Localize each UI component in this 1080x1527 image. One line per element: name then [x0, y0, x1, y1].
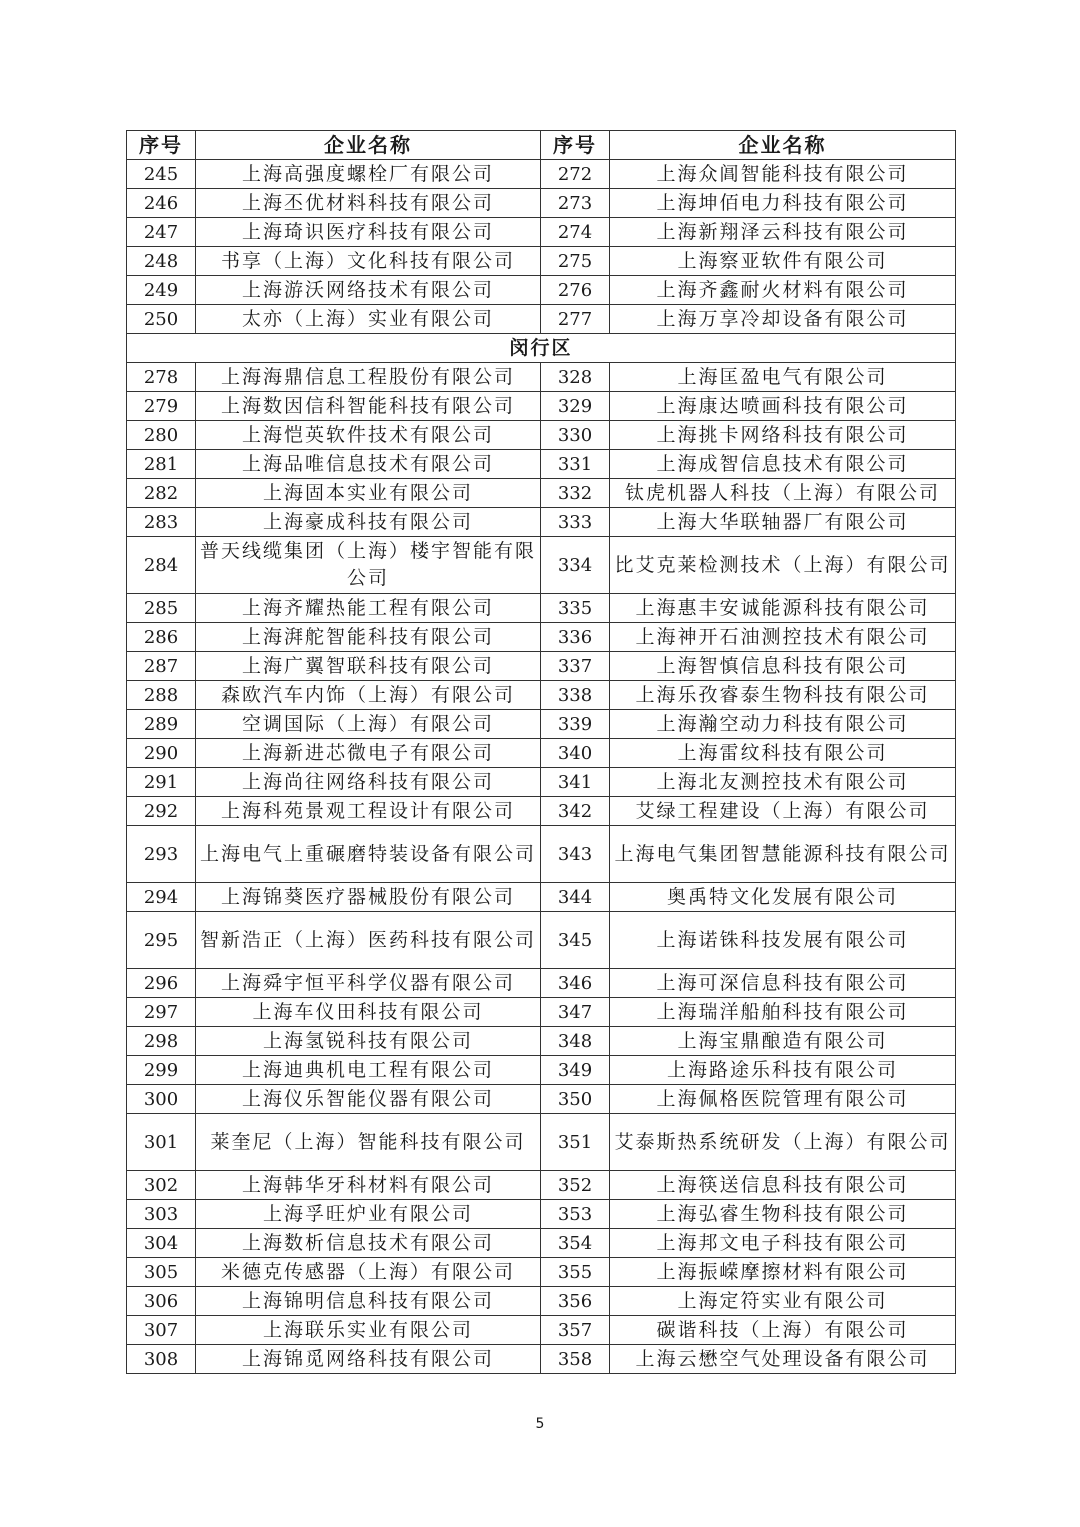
row-company-right: 上海察亚软件有限公司	[610, 247, 956, 276]
row-company-left: 上海数因信科智能科技有限公司	[196, 392, 541, 421]
row-index-right: 328	[541, 363, 610, 392]
row-company-right: 上海大华联轴器厂有限公司	[610, 508, 956, 537]
row-company-right: 上海成智信息技术有限公司	[610, 450, 956, 479]
header-index-right: 序号	[541, 131, 610, 160]
row-company-left: 上海豪成科技有限公司	[196, 508, 541, 537]
row-company-left: 上海恺英软件技术有限公司	[196, 421, 541, 450]
table-row	[127, 189, 956, 218]
table-row	[127, 1114, 956, 1171]
table-row	[127, 883, 956, 912]
table-row	[127, 1287, 956, 1316]
row-company-left: 森欧汽车内饰（上海）有限公司	[196, 681, 541, 710]
row-index-right: 272	[541, 160, 610, 189]
row-index-right: 355	[541, 1258, 610, 1287]
row-company-right: 比艾克莱检测技术（上海）有限公司	[610, 537, 956, 594]
row-company-right: 上海筷送信息科技有限公司	[610, 1171, 956, 1200]
row-company-left: 上海锦葵医疗器械股份有限公司	[196, 883, 541, 912]
row-company-right: 上海神开石油测控技术有限公司	[610, 623, 956, 652]
row-index-left: 283	[127, 508, 196, 537]
row-company-right: 上海邦文电子科技有限公司	[610, 1229, 956, 1258]
table-row	[127, 537, 956, 594]
table-row	[127, 710, 956, 739]
table-row	[127, 797, 956, 826]
row-index-left: 284	[127, 537, 196, 594]
section-label-minhang: 闵行区	[127, 334, 956, 363]
row-index-left: 294	[127, 883, 196, 912]
row-index-right: 275	[541, 247, 610, 276]
row-index-left: 307	[127, 1316, 196, 1345]
row-index-left: 303	[127, 1200, 196, 1229]
row-company-left: 上海尚往网络科技有限公司	[196, 768, 541, 797]
row-company-right: 上海佩格医院管理有限公司	[610, 1085, 956, 1114]
row-company-right: 上海挑卡网络科技有限公司	[610, 421, 956, 450]
row-index-right: 354	[541, 1229, 610, 1258]
row-company-left: 书享（上海）文化科技有限公司	[196, 247, 541, 276]
row-company-left: 莱奎尼（上海）智能科技有限公司	[196, 1114, 541, 1171]
row-index-right: 346	[541, 969, 610, 998]
company-list-table	[126, 130, 956, 1374]
header-row	[127, 131, 956, 160]
row-company-right: 上海瀚空动力科技有限公司	[610, 710, 956, 739]
row-company-left: 上海琦识医疗科技有限公司	[196, 218, 541, 247]
row-index-left: 245	[127, 160, 196, 189]
table-row	[127, 508, 956, 537]
row-company-left: 上海科苑景观工程设计有限公司	[196, 797, 541, 826]
row-company-left: 上海湃舵智能科技有限公司	[196, 623, 541, 652]
row-index-right: 356	[541, 1287, 610, 1316]
row-index-right: 333	[541, 508, 610, 537]
row-company-left: 上海韩华牙科材料有限公司	[196, 1171, 541, 1200]
table-row	[127, 363, 956, 392]
table-row	[127, 1316, 956, 1345]
row-company-left: 上海舜宇恒平科学仪器有限公司	[196, 969, 541, 998]
row-company-right: 上海宝鼎酿造有限公司	[610, 1027, 956, 1056]
row-index-right: 344	[541, 883, 610, 912]
section-row	[127, 334, 956, 363]
row-index-left: 293	[127, 826, 196, 883]
row-company-right: 上海可深信息科技有限公司	[610, 969, 956, 998]
row-company-left: 太亦（上海）实业有限公司	[196, 305, 541, 334]
row-company-left: 上海锦明信息科技有限公司	[196, 1287, 541, 1316]
row-index-right: 339	[541, 710, 610, 739]
row-index-right: 357	[541, 1316, 610, 1345]
row-index-left: 248	[127, 247, 196, 276]
row-index-left: 304	[127, 1229, 196, 1258]
table-row	[127, 826, 956, 883]
row-index-left: 298	[127, 1027, 196, 1056]
row-company-right: 上海坤佰电力科技有限公司	[610, 189, 956, 218]
table-row	[127, 969, 956, 998]
table-row	[127, 247, 956, 276]
table-row	[127, 594, 956, 623]
table-row	[127, 739, 956, 768]
table-row	[127, 652, 956, 681]
row-company-left: 上海氢锐科技有限公司	[196, 1027, 541, 1056]
row-index-right: 348	[541, 1027, 610, 1056]
row-company-left: 上海联乐实业有限公司	[196, 1316, 541, 1345]
row-index-left: 279	[127, 392, 196, 421]
table-row	[127, 681, 956, 710]
row-index-right: 330	[541, 421, 610, 450]
row-company-left: 上海丕优材料科技有限公司	[196, 189, 541, 218]
row-index-right: 342	[541, 797, 610, 826]
row-company-right: 上海定符实业有限公司	[610, 1287, 956, 1316]
table-row	[127, 1171, 956, 1200]
row-index-left: 289	[127, 710, 196, 739]
row-index-left: 300	[127, 1085, 196, 1114]
row-index-right: 340	[541, 739, 610, 768]
row-index-right: 341	[541, 768, 610, 797]
row-company-right: 上海瑞洋船舶科技有限公司	[610, 998, 956, 1027]
row-company-right: 钛虎机器人科技（上海）有限公司	[610, 479, 956, 508]
row-company-right: 艾绿工程建设（上海）有限公司	[610, 797, 956, 826]
row-index-right: 353	[541, 1200, 610, 1229]
table-row	[127, 1345, 956, 1374]
row-company-right: 艾泰斯热系统研发（上海）有限公司	[610, 1114, 956, 1171]
row-index-right: 273	[541, 189, 610, 218]
page-number: 5	[535, 1416, 545, 1432]
table-row	[127, 768, 956, 797]
row-company-left: 上海固本实业有限公司	[196, 479, 541, 508]
row-index-right: 274	[541, 218, 610, 247]
row-index-right: 334	[541, 537, 610, 594]
table-row	[127, 1027, 956, 1056]
row-company-right: 上海万享冷却设备有限公司	[610, 305, 956, 334]
header-index-left: 序号	[127, 131, 196, 160]
row-index-left: 299	[127, 1056, 196, 1085]
row-index-left: 291	[127, 768, 196, 797]
row-company-left: 上海仪乐智能仪器有限公司	[196, 1085, 541, 1114]
row-company-left: 上海品唯信息技术有限公司	[196, 450, 541, 479]
row-index-left: 280	[127, 421, 196, 450]
table-row	[127, 276, 956, 305]
row-index-right: 347	[541, 998, 610, 1027]
row-company-right: 上海惠丰安诚能源科技有限公司	[610, 594, 956, 623]
row-index-right: 337	[541, 652, 610, 681]
row-index-left: 278	[127, 363, 196, 392]
row-company-left: 普天线缆集团（上海）楼宇智能有限公司	[196, 537, 541, 594]
row-index-right: 349	[541, 1056, 610, 1085]
row-index-right: 345	[541, 912, 610, 969]
row-index-right: 350	[541, 1085, 610, 1114]
table-row	[127, 912, 956, 969]
table-row	[127, 305, 956, 334]
row-index-left: 305	[127, 1258, 196, 1287]
row-company-right: 奥禹特文化发展有限公司	[610, 883, 956, 912]
row-index-right: 351	[541, 1114, 610, 1171]
row-index-left: 302	[127, 1171, 196, 1200]
row-company-right: 上海众阊智能科技有限公司	[610, 160, 956, 189]
row-company-left: 上海广翼智联科技有限公司	[196, 652, 541, 681]
row-index-left: 297	[127, 998, 196, 1027]
table-row	[127, 218, 956, 247]
row-company-left: 上海高强度螺栓厂有限公司	[196, 160, 541, 189]
row-company-left: 智新浩正（上海）医药科技有限公司	[196, 912, 541, 969]
row-index-right: 358	[541, 1345, 610, 1374]
row-index-right: 331	[541, 450, 610, 479]
row-company-left: 上海游沃网络技术有限公司	[196, 276, 541, 305]
row-index-left: 281	[127, 450, 196, 479]
row-index-left: 250	[127, 305, 196, 334]
row-index-right: 277	[541, 305, 610, 334]
table-row	[127, 1229, 956, 1258]
row-company-left: 上海锦觅网络科技有限公司	[196, 1345, 541, 1374]
row-company-left: 上海齐耀热能工程有限公司	[196, 594, 541, 623]
row-company-right: 碳谐科技（上海）有限公司	[610, 1316, 956, 1345]
row-index-right: 329	[541, 392, 610, 421]
table-row	[127, 1258, 956, 1287]
row-company-right: 上海振嵘摩擦材料有限公司	[610, 1258, 956, 1287]
row-company-right: 上海乐孜睿泰生物科技有限公司	[610, 681, 956, 710]
row-company-left: 上海车仪田科技有限公司	[196, 998, 541, 1027]
row-index-right: 338	[541, 681, 610, 710]
row-index-right: 332	[541, 479, 610, 508]
row-index-left: 246	[127, 189, 196, 218]
row-index-left: 296	[127, 969, 196, 998]
row-company-left: 上海海鼎信息工程股份有限公司	[196, 363, 541, 392]
row-company-right: 上海新翔泽云科技有限公司	[610, 218, 956, 247]
table-row	[127, 623, 956, 652]
row-company-right: 上海诺铢科技发展有限公司	[610, 912, 956, 969]
table-row	[127, 479, 956, 508]
table-row	[127, 1056, 956, 1085]
row-company-left: 空调国际（上海）有限公司	[196, 710, 541, 739]
row-company-left: 上海孚旺炉业有限公司	[196, 1200, 541, 1229]
header-company-left: 企业名称	[196, 131, 541, 160]
row-index-right: 335	[541, 594, 610, 623]
row-index-right: 276	[541, 276, 610, 305]
row-company-right: 上海电气集团智慧能源科技有限公司	[610, 826, 956, 883]
table-row	[127, 1200, 956, 1229]
row-index-left: 308	[127, 1345, 196, 1374]
row-index-left: 306	[127, 1287, 196, 1316]
row-index-left: 286	[127, 623, 196, 652]
table-row	[127, 392, 956, 421]
row-index-right: 343	[541, 826, 610, 883]
row-company-right: 上海齐鑫耐火材料有限公司	[610, 276, 956, 305]
row-company-left: 上海数析信息技术有限公司	[196, 1229, 541, 1258]
row-index-left: 290	[127, 739, 196, 768]
row-company-left: 上海电气上重碾磨特装设备有限公司	[196, 826, 541, 883]
table-row	[127, 1085, 956, 1114]
row-company-left: 上海新进芯微电子有限公司	[196, 739, 541, 768]
row-index-left: 301	[127, 1114, 196, 1171]
row-index-left: 287	[127, 652, 196, 681]
row-company-left: 米德克传感器（上海）有限公司	[196, 1258, 541, 1287]
row-index-left: 288	[127, 681, 196, 710]
row-company-right: 上海匡盈电气有限公司	[610, 363, 956, 392]
row-index-right: 336	[541, 623, 610, 652]
row-company-right: 上海北友测控技术有限公司	[610, 768, 956, 797]
row-company-right: 上海弘睿生物科技有限公司	[610, 1200, 956, 1229]
row-company-right: 上海智慎信息科技有限公司	[610, 652, 956, 681]
row-company-right: 上海云懋空气处理设备有限公司	[610, 1345, 956, 1374]
table-row	[127, 421, 956, 450]
table-row	[127, 998, 956, 1027]
row-company-left: 上海迪典机电工程有限公司	[196, 1056, 541, 1085]
row-index-left: 295	[127, 912, 196, 969]
row-index-left: 247	[127, 218, 196, 247]
table-row	[127, 160, 956, 189]
row-company-right: 上海路途乐科技有限公司	[610, 1056, 956, 1085]
row-index-left: 249	[127, 276, 196, 305]
table-row	[127, 450, 956, 479]
row-index-left: 285	[127, 594, 196, 623]
header-company-right: 企业名称	[610, 131, 956, 160]
row-index-left: 282	[127, 479, 196, 508]
row-index-right: 352	[541, 1171, 610, 1200]
row-company-right: 上海雷纹科技有限公司	[610, 739, 956, 768]
row-company-right: 上海康达喷画科技有限公司	[610, 392, 956, 421]
row-index-left: 292	[127, 797, 196, 826]
